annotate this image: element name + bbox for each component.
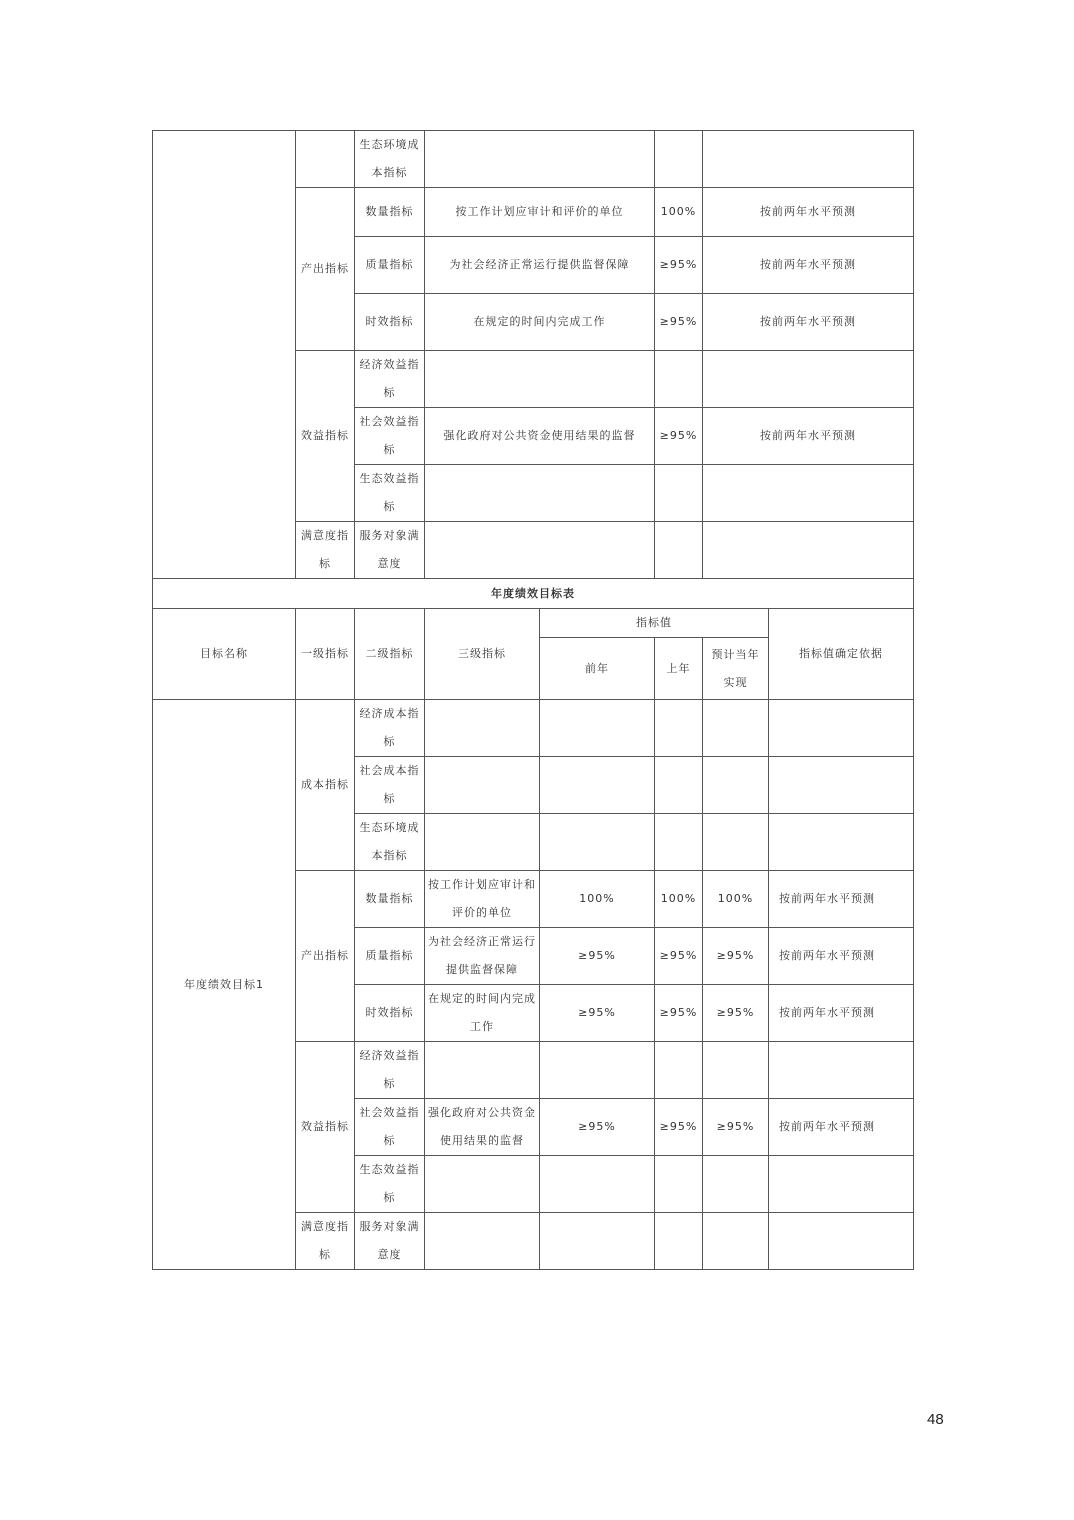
expected-cell [703,1156,769,1213]
level2-benefit: 效益指标 [296,351,355,522]
basis-cell: 按前两年水平预测 [769,871,914,928]
level3-cell: 生态环境成本指标 [355,814,425,871]
empty-target-cell [153,131,296,579]
prev-cell: ≥95% [540,1099,655,1156]
header-level1: 一级指标 [296,609,355,700]
basis-cell [769,814,914,871]
basis-cell [769,757,914,814]
last-cell: ≥95% [655,928,703,985]
desc-cell: 强化政府对公共资金使用结果的监督 [425,1099,540,1156]
basis-cell: 按前两年水平预测 [703,294,914,351]
header-basis: 指标值确定依据 [769,609,914,700]
basis-cell [703,351,914,408]
last-cell [655,700,703,757]
desc-cell [425,1042,540,1099]
header-prev-year: 前年 [540,638,655,700]
prev-cell [540,1156,655,1213]
desc-cell [425,1156,540,1213]
level3-cell: 社会效益指标 [355,1099,425,1156]
desc-cell [425,1213,540,1270]
level2-cost: 成本指标 [296,700,355,871]
value-cell: 100% [655,188,703,237]
prev-cell: 100% [540,871,655,928]
level2-benefit: 效益指标 [296,1042,355,1213]
desc-cell: 为社会经济正常运行提供监督保障 [425,928,540,985]
level3-cell: 服务对象满意度 [355,1213,425,1270]
expected-cell: 100% [703,871,769,928]
desc-cell [425,465,655,522]
last-cell: ≥95% [655,1099,703,1156]
last-cell: 100% [655,871,703,928]
prev-cell [540,700,655,757]
level3-cell: 时效指标 [355,985,425,1042]
header-last-year: 上年 [655,638,703,700]
desc-cell: 在规定的时间内完成工作 [425,294,655,351]
performance-table [152,130,914,1270]
expected-cell [703,1042,769,1099]
basis-cell: 按前两年水平预测 [703,188,914,237]
level3-cell: 经济效益指标 [355,1042,425,1099]
basis-cell [703,522,914,579]
basis-cell: 按前两年水平预测 [703,408,914,465]
value-cell [655,131,703,188]
desc-cell [425,131,655,188]
desc-cell [425,814,540,871]
prev-cell [540,1042,655,1099]
desc-cell: 在规定的时间内完成工作 [425,985,540,1042]
page-number: 48 [927,1411,944,1428]
basis-cell [769,700,914,757]
level3-cell: 经济效益指标 [355,351,425,408]
basis-cell [769,1156,914,1213]
table-title: 年度绩效目标表 [153,579,914,609]
level2-output: 产出指标 [296,188,355,351]
level3-cell: 生态环境成本指标 [355,131,425,188]
header-expected: 预计当年实现 [703,638,769,700]
expected-cell [703,1213,769,1270]
last-cell [655,814,703,871]
prev-cell [540,757,655,814]
last-cell [655,757,703,814]
basis-cell [769,1213,914,1270]
level3-cell: 经济成本指标 [355,700,425,757]
level3-cell: 社会成本指标 [355,757,425,814]
prev-cell: ≥95% [540,928,655,985]
header-level3: 三级指标 [425,609,540,700]
desc-cell: 按工作计划应审计和评价的单位 [425,188,655,237]
prev-cell: ≥95% [540,985,655,1042]
expected-cell: ≥95% [703,928,769,985]
header-level2: 二级指标 [355,609,425,700]
level3-cell: 数量指标 [355,188,425,237]
desc-cell [425,522,655,579]
last-cell [655,1042,703,1099]
value-cell: ≥95% [655,294,703,351]
level3-cell: 质量指标 [355,928,425,985]
value-cell: ≥95% [655,237,703,294]
value-cell [655,522,703,579]
level3-cell: 质量指标 [355,237,425,294]
last-cell: ≥95% [655,985,703,1042]
level3-cell: 生态效益指标 [355,1156,425,1213]
level3-cell: 生态效益指标 [355,465,425,522]
expected-cell: ≥95% [703,985,769,1042]
header-target-name: 目标名称 [153,609,296,700]
target-name-cell: 年度绩效目标1 [153,700,296,1270]
desc-cell: 强化政府对公共资金使用结果的监督 [425,408,655,465]
basis-cell [703,131,914,188]
basis-cell: 按前两年水平预测 [769,1099,914,1156]
desc-cell: 按工作计划应审计和评价的单位 [425,871,540,928]
value-cell [655,465,703,522]
level3-cell: 数量指标 [355,871,425,928]
prev-cell [540,814,655,871]
basis-cell: 按前两年水平预测 [703,237,914,294]
prev-cell [540,1213,655,1270]
basis-cell: 按前两年水平预测 [769,985,914,1042]
level3-cell: 社会效益指标 [355,408,425,465]
level2-output: 产出指标 [296,871,355,1042]
expected-cell [703,757,769,814]
desc-cell [425,700,540,757]
level3-cell: 服务对象满意度 [355,522,425,579]
desc-cell: 为社会经济正常运行提供监督保障 [425,237,655,294]
level3-cell: 时效指标 [355,294,425,351]
last-cell [655,1156,703,1213]
expected-cell [703,700,769,757]
expected-cell: ≥95% [703,1099,769,1156]
empty-level1-cell [296,131,355,188]
level2-satisfaction: 满意度指标 [296,1213,355,1270]
level2-satisfaction: 满意度指标 [296,522,355,579]
basis-cell [769,1042,914,1099]
last-cell [655,1213,703,1270]
desc-cell [425,351,655,408]
header-index-value: 指标值 [540,609,769,638]
basis-cell: 按前两年水平预测 [769,928,914,985]
desc-cell [425,757,540,814]
value-cell [655,351,703,408]
value-cell: ≥95% [655,408,703,465]
expected-cell [703,814,769,871]
basis-cell [703,465,914,522]
